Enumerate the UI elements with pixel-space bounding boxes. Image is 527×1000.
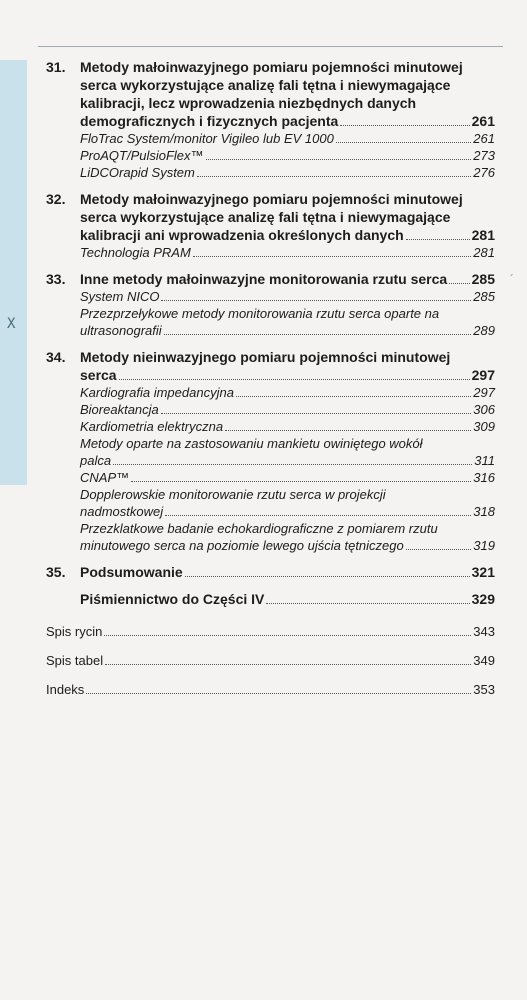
dot-leader [105,664,471,665]
subentry-row [80,130,495,147]
toc-subentry[interactable] [80,469,495,486]
stray-mark: ´ [510,272,514,286]
subentry-page: 289 [473,323,495,338]
chapter-row [80,366,495,384]
chapter-title-line: Metody małoinwazyjnego pomiaru pojemności minutowej [80,59,463,75]
subentry-line: Metody oparte na zastosowaniu mankietu owiniętego wokół [80,436,423,451]
subentry-title: System NICO [80,289,160,304]
dot-leader [193,256,471,257]
subentry-row [80,537,495,554]
toc-chapter[interactable] [0,348,527,554]
dot-leader [104,635,471,636]
subentry-page: 309 [473,419,495,434]
back-matter-row [46,652,495,669]
back-matter-row [46,681,495,698]
subentry-row [80,244,495,261]
back-matter-row [46,623,495,640]
subentry-row [80,164,495,181]
subentry-page: 318 [473,504,495,519]
chapter-number: 33. [46,271,66,287]
toc-chapter[interactable] [0,563,527,581]
subentry-title: Kardiometria elektryczna [80,419,224,434]
chapter-title [80,270,495,288]
subentry-page: 306 [473,402,495,417]
subentry-page: 319 [473,538,495,553]
chapter-title [80,348,495,384]
toc-subentry[interactable] [80,305,495,339]
toc-subentry[interactable] [80,147,495,164]
subentry-title: minutowego serca na poziomie lewego ujścia tętniczego [80,538,404,553]
subentry-page: 273 [473,148,495,163]
toc-chapter[interactable] [0,270,527,339]
toc-subentry[interactable] [80,435,495,469]
chapter-title: Podsumowanie [80,564,183,580]
chapter-title-line: serca wykorzystujące analizę fali tętna i niewymagające [80,77,451,93]
subentry-page: 311 [474,453,495,468]
toc-subentry[interactable] [80,244,495,261]
dot-leader [406,549,472,550]
subentry-row [80,384,495,401]
back-matter-title: Indeks [46,682,85,697]
chapter-title-line: kalibracji, lecz wprowadzenia niezbędnych danych [80,95,417,111]
chapter-row [80,590,495,608]
dot-leader [86,693,471,694]
chapter-title [80,563,495,581]
chapter-row [80,270,495,288]
dot-leader [225,430,471,431]
subentry-page: 276 [473,165,495,180]
subentry-row [80,322,495,339]
dot-leader [164,334,472,335]
chapter-number: 31. [46,59,66,75]
back-matter-page: 343 [473,624,495,639]
chapter-title: Inne metody małoinwazyjne monitorowania rzutu serca [80,271,448,287]
chapter-title [80,190,495,244]
toc-subentry[interactable] [80,520,495,554]
chapter-row [80,563,495,581]
dot-leader [131,481,471,482]
chapter-page: 261 [471,113,495,129]
subentry-row [80,418,495,435]
back-matter-title: Spis tabel [46,653,104,668]
back-matter-page: 353 [473,682,495,697]
chapter-title-line: serca wykorzystujące analizę fali tętna i niewymagające [80,209,451,225]
subentry-row [80,401,495,418]
back-matter-title: Spis rycin [46,624,103,639]
dot-leader [206,159,472,160]
toc-chapter[interactable] [0,590,527,608]
toc-subentry[interactable] [80,486,495,520]
chapter-page: 281 [471,227,495,243]
subentry-row [80,469,495,486]
dot-leader [161,413,472,414]
subentry-title: palca [80,453,112,468]
dot-leader [119,379,470,380]
table-of-contents [0,58,527,710]
subentry-row [80,147,495,164]
subentry-page: 297 [473,385,495,400]
header-rule [38,46,503,47]
toc-subentry[interactable] [80,164,495,181]
subentry-row [80,503,495,520]
dot-leader [340,125,469,126]
toc-back-matter[interactable] [46,623,495,640]
chapter-title [80,590,495,608]
dot-leader [266,603,469,604]
chapter-number: 34. [46,349,66,365]
subentry-line: Dopplerowskie monitorowanie rzutu serca w projekcji [80,487,386,502]
subentry-row [80,452,495,469]
dot-leader [161,300,471,301]
chapter-row [80,112,495,130]
subentry-page: 281 [473,245,495,260]
subentry-title: LiDCOrapid System [80,165,195,180]
subentry-page: 261 [473,131,495,146]
toc-chapter[interactable] [0,190,527,261]
chapter-title-line: Metody nieinwazyjnego pomiaru pojemności minutowej [80,349,451,365]
chapter-title-line: Metody małoinwazyjnego pomiaru pojemności minutowej [80,191,463,207]
dot-leader [197,176,471,177]
toc-subentry[interactable] [80,418,495,435]
toc-back-matter[interactable] [46,652,495,669]
section-tab-letter: X [7,316,16,332]
chapter-page: 329 [471,591,495,607]
chapter-title: Piśmiennictwo do Części IV [80,591,265,607]
dot-leader [449,283,469,284]
dot-leader [185,576,470,577]
toc-chapter[interactable] [0,58,527,181]
chapter-page: 321 [471,564,495,580]
chapter-page: 297 [471,367,495,383]
chapter-title: kalibracji ani wprowadzenia określonych danych [80,227,404,243]
toc-subentry[interactable] [80,288,495,305]
subentry-title: CNAP™ [80,470,130,485]
dot-leader [113,464,472,465]
toc-subentry[interactable] [80,384,495,401]
subentry-title: nadmostkowej [80,504,164,519]
subentry-row [80,288,495,305]
subentry-title: FloTrac System/monitor Vigileo lub EV 1000 [80,131,334,146]
subentry-page: 285 [473,289,495,304]
chapter-page: 285 [471,271,495,287]
dot-leader [236,396,471,397]
toc-subentry[interactable] [80,401,495,418]
dot-leader [336,142,471,143]
toc-back-matter[interactable] [46,681,495,698]
subentry-title: Technologia PRAM [80,245,191,260]
chapter-number: 35. [46,564,66,580]
dot-leader [406,239,470,240]
subentry-title: Bioreaktancja [80,402,159,417]
back-matter-page: 349 [473,653,495,668]
dot-leader [165,515,471,516]
chapter-row [80,226,495,244]
subentry-page: 316 [473,470,495,485]
chapter-title [80,58,495,130]
subentry-title: ultrasonografii [80,323,162,338]
chapter-number: 32. [46,191,66,207]
toc-subentry[interactable] [80,130,495,147]
chapter-title: demograficznych i fizycznych pacjenta [80,113,339,129]
subentry-line: Przezklatkowe badanie echokardiograficzne z pomiarem rzutu [80,521,438,536]
subentry-title: ProAQT/PulsioFlex™ [80,148,204,163]
subentry-title: Kardiografia impedancyjna [80,385,234,400]
subentry-line: Przezprzełykowe metody monitorowania rzutu serca oparte na [80,306,440,321]
chapter-title: serca [80,367,117,383]
